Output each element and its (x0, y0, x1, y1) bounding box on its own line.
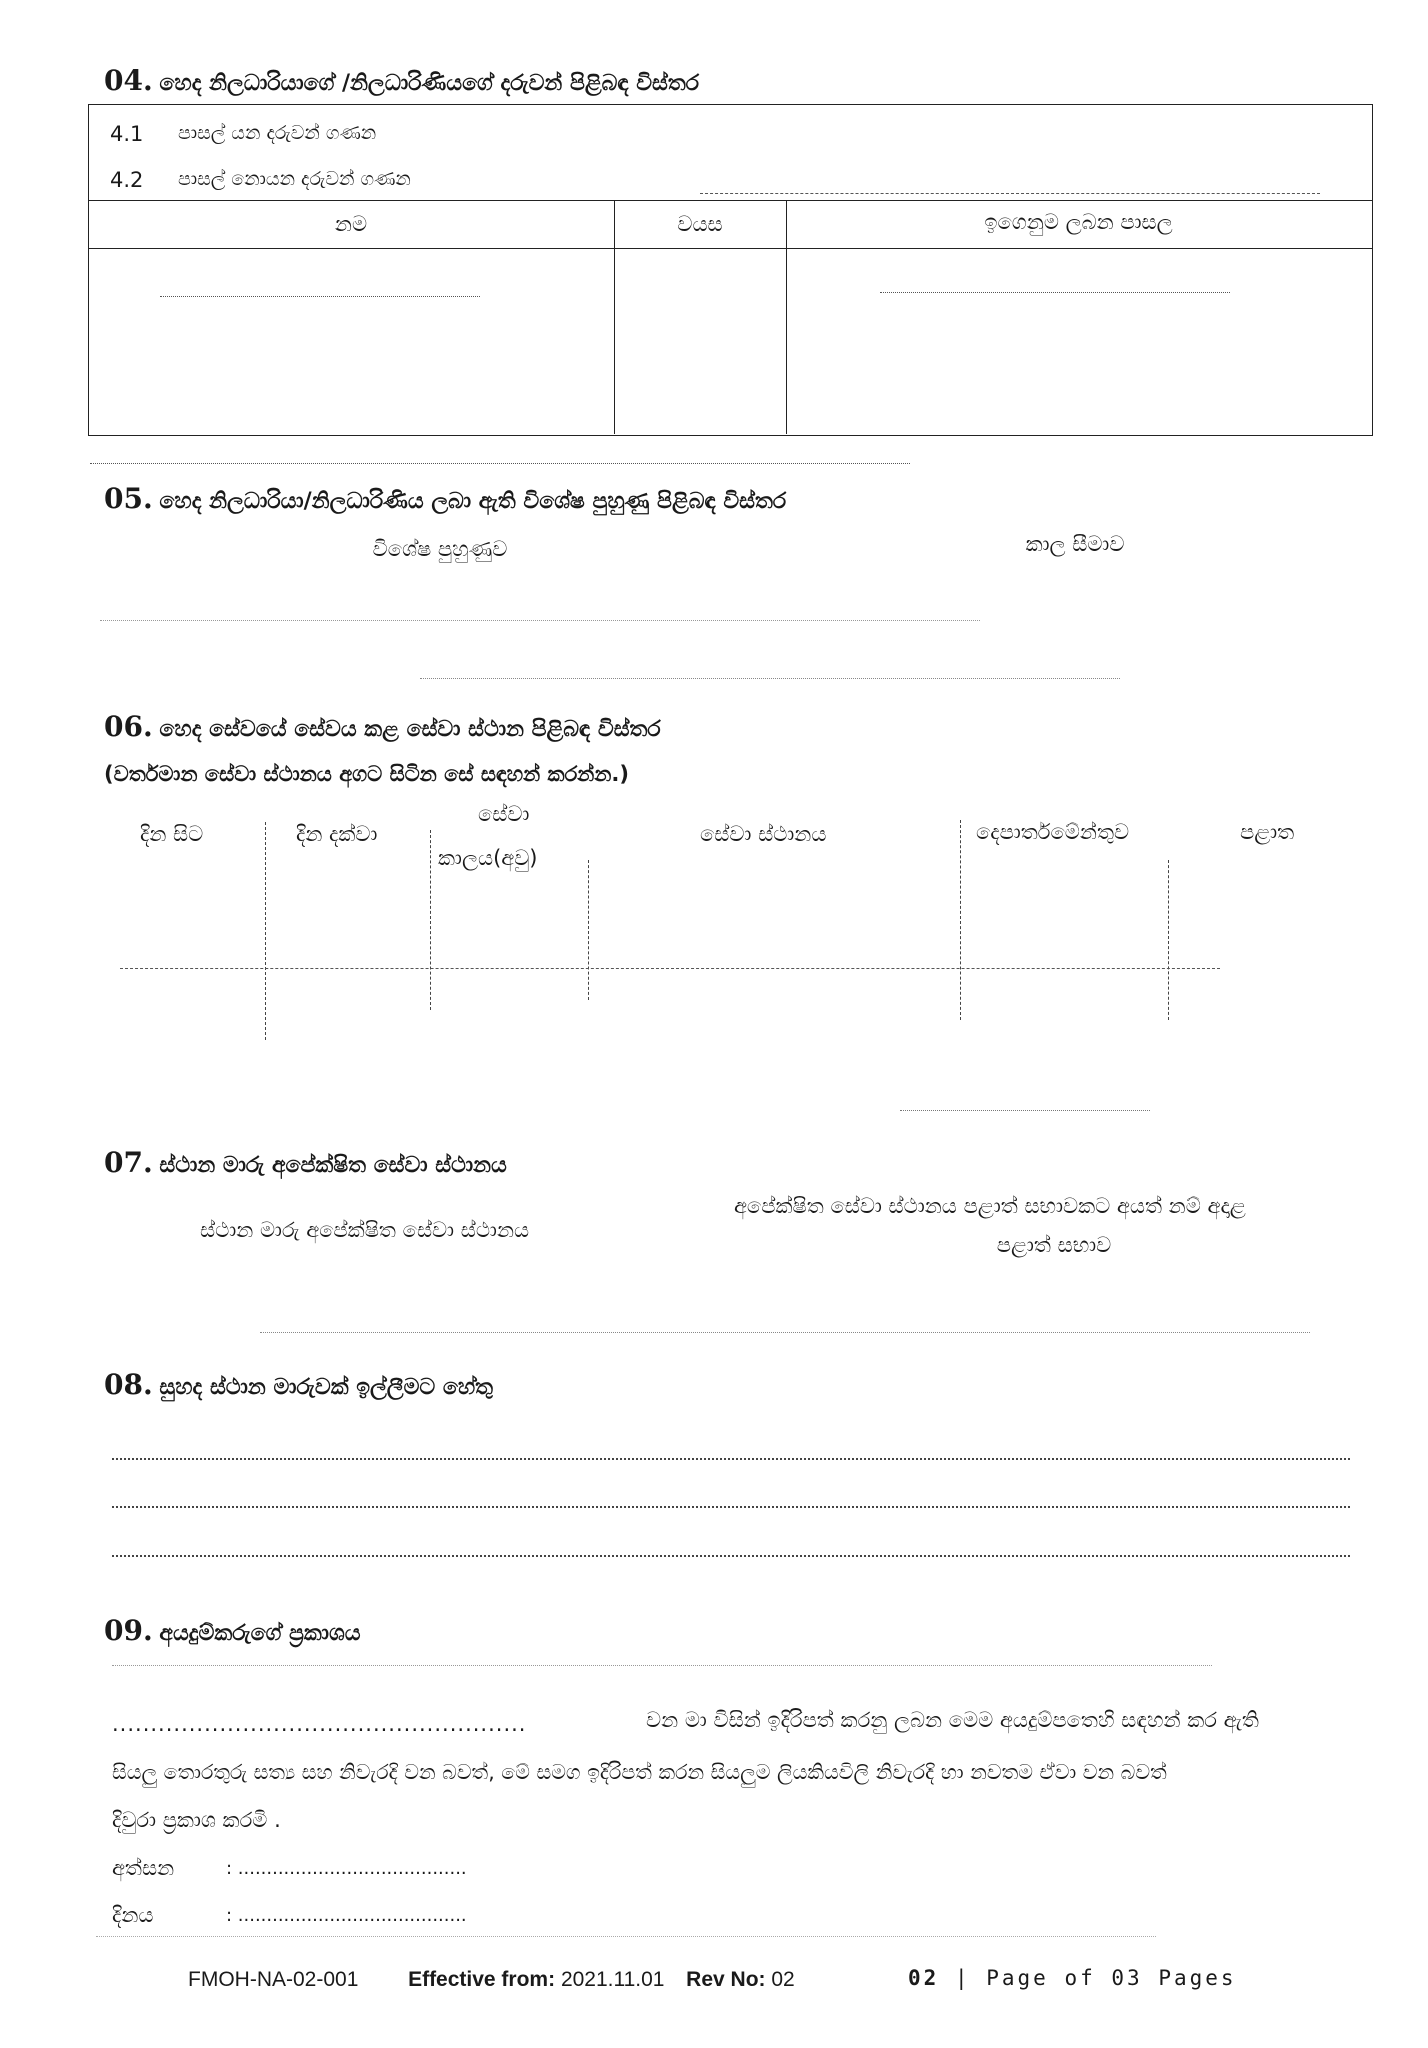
section-08-heading (104, 1368, 493, 1401)
child-school-input-line[interactable] (880, 292, 1230, 293)
rev-number: 02 (771, 1968, 795, 1991)
col-header-provincial-council-line2: පළාත් සභාව (996, 1233, 1112, 1257)
col-divider-age-school (786, 200, 787, 434)
table-header-top (88, 200, 1373, 201)
section-06-number: 06. (104, 710, 153, 743)
declaration-line-1: වන මා විසින් ඉදිරිපත් කරනු ලබන මෙම අයදුම්පතෙහි සඳහන් කර ඇති (646, 1708, 1259, 1732)
page-indicator (908, 1966, 1237, 1990)
service-col-divider-5 (1168, 860, 1169, 1020)
service-col-divider-1 (265, 822, 266, 1040)
section-05-title: හෙද නිලධාරියා/නිලධාරිණිය ලබා ඇති විශේෂ පුහුණු පිළිබඳ විස්තර (159, 489, 787, 514)
col-header-name: නම (334, 212, 368, 236)
row-4-2-number: 4.2 (110, 168, 144, 192)
section-09-number: 09. (104, 1614, 153, 1647)
date-label: දිනය (112, 1903, 154, 1927)
col-header-date-from: දින සිට (140, 822, 204, 846)
col-header-province: පළාත (1240, 820, 1295, 844)
col-header-duration: කාල සීමාව (1025, 532, 1125, 556)
declaration-line-2: සියලු තොරතුරු සත්‍ය සහ නිවැරදි වන බවත්, මේ සමග ඉදිරිපත් කරන සියලුම ලියකියවිලි නිවැරදි හා නවතම ඒවා වන බවත් (112, 1760, 1167, 1784)
training-input-line[interactable] (100, 620, 980, 621)
page-number: 02 (908, 1966, 940, 1990)
section-05-heading (104, 482, 786, 515)
service-col-divider-3 (588, 860, 589, 1000)
rev-label: Rev No: (686, 1968, 766, 1991)
child-name-input-line[interactable] (160, 296, 480, 297)
reason-input-line-2[interactable] (112, 1506, 1350, 1508)
section-06-subtitle: (වර්තමාන සේවා ස්ථානය අගට සිටින සේ සඳහන් කරන්න.) (104, 762, 629, 786)
signature-field[interactable]: : ........................................ (226, 1858, 467, 1879)
section-07-heading (104, 1146, 507, 1179)
section-04-title: හෙද නිලධාරියාගේ /නිලධාරිණියගේ දරුවන් පිළිබඳ විස්තර (159, 71, 700, 96)
col-header-service-label: සේවා (478, 802, 530, 826)
col-header-requested-station: ස්ථාන මාරු අපේක්ෂිත සේවා ස්ථානය (200, 1218, 530, 1242)
service-col-divider-2 (430, 830, 431, 1010)
section-04-heading (104, 64, 699, 97)
section-09-title: අයදුම්කරුගේ ප්‍රකාශය (159, 1621, 361, 1646)
section-07-number: 07. (104, 1146, 153, 1179)
row-4-2-label: පාසල් නොයන දරුවන් ගණන (178, 168, 411, 190)
section-09-heading (104, 1614, 361, 1647)
col-header-special-training: විශේෂ පුහුණුව (372, 537, 508, 561)
section-06-title: හෙද සේවයේ සේවය කළ සේවා ස්ථාන පිළිබඳ විස්තර (159, 717, 661, 742)
col-header-workstation: සේවා ස්ථානය (700, 822, 827, 846)
col-header-school: ඉගෙනුම ලබන පාසල (984, 210, 1173, 234)
declaration-line-3: දිවුරා ප්‍රකාශ කරමි . (112, 1808, 281, 1832)
section-05-number: 05. (104, 482, 153, 515)
section-04-number: 04. (104, 64, 153, 97)
table-header-bottom (88, 248, 1373, 249)
service-row-line[interactable] (120, 968, 1220, 969)
col-header-date-to: දින දක්වා (296, 822, 378, 846)
doc-code: FMOH-NA-02-001 (188, 1968, 359, 1991)
requested-station-input-line[interactable] (260, 1332, 1310, 1333)
training-separator (420, 678, 1120, 679)
children-details-table (88, 104, 1373, 436)
section-07-title: ස්ථාන මාරු අපේක්ෂිත සේවා ස්ථානය (159, 1153, 507, 1178)
page-of-text: | Page of 03 Pages (954, 1966, 1237, 1990)
section-06-heading (104, 710, 661, 743)
section-08-title: සුහද ස්ථාන මාරුවක් ඉල්ලීමට හේතු (159, 1375, 494, 1400)
col-header-service-period: කාලය(අවු) (438, 846, 538, 870)
reason-input-line-3[interactable] (112, 1555, 1350, 1557)
effective-date: 2021.11.01 (560, 1968, 665, 1991)
declaration-name-field[interactable]: ...................................................... (112, 1712, 527, 1736)
col-header-department: දෙපාර්තමේන්තුව (976, 820, 1130, 844)
effective-label: Effective from: (408, 1968, 556, 1991)
signature-label: අත්සන (112, 1856, 175, 1880)
section-07-top-line (900, 1110, 1150, 1111)
col-header-age: වයස (677, 212, 723, 236)
date-field[interactable]: : ........................................ (226, 1905, 467, 1926)
page-footer (188, 1968, 795, 1992)
section-09-rule (112, 1665, 1212, 1666)
reason-input-line-1[interactable] (112, 1458, 1350, 1460)
col-header-provincial-council-line1: අපේක්ෂිත සේවා ස්ථානය පළාත් සභාවකට අයත් නම් අදාළ (734, 1194, 1246, 1218)
separator-line (90, 463, 910, 464)
row-4-2-input-line[interactable] (700, 193, 1320, 194)
row-4-1-number: 4.1 (110, 122, 144, 146)
row-4-1-label: පාසල් යන දරුවන් ගණන (178, 122, 377, 144)
bottom-rule (96, 1936, 1156, 1937)
service-col-divider-4 (960, 820, 961, 1020)
section-08-number: 08. (104, 1368, 153, 1401)
